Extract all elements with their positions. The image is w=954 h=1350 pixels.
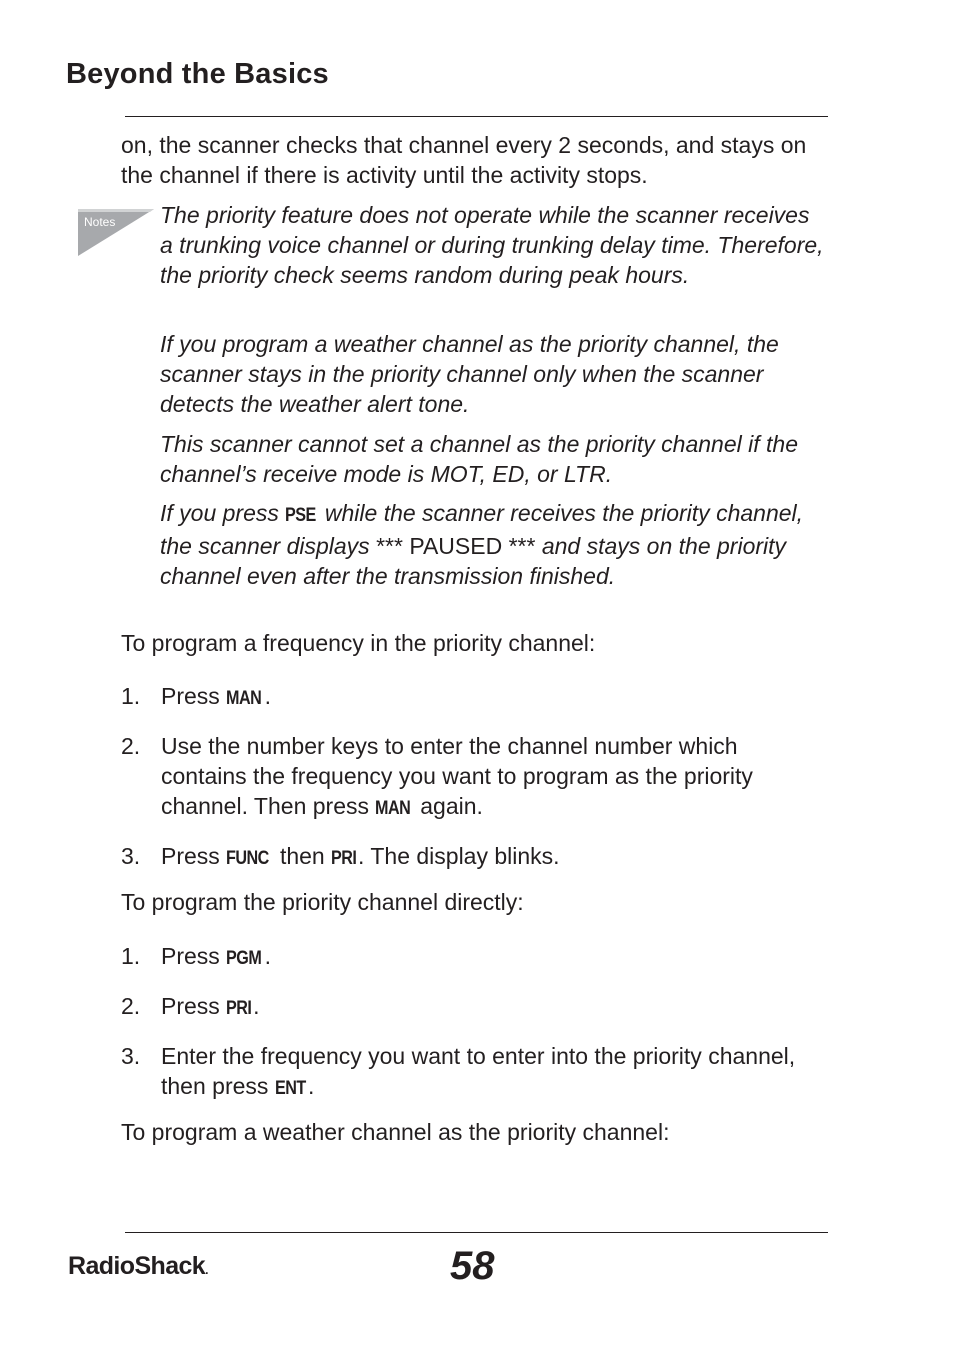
note-pause-text-c: and stays on the priority channel even after the transmission finished. [160,533,787,589]
section2-lead: To program the priority channel directly: [121,889,524,915]
brand-name: RadioShack [68,1252,206,1280]
section2-step-1 [121,941,821,974]
section3-lead: To program a weather channel as the priority channel: [121,1119,670,1145]
man-key: MAN [226,688,262,709]
section1-step-1 [121,681,821,714]
func-key: FUNC [226,848,270,869]
step-text-mid: then [273,843,332,869]
footer-rule [125,1232,828,1233]
paused-display-text: *** PAUSED *** [376,533,536,559]
step-text-end: . [253,993,260,1019]
note-weather [160,329,825,419]
note-trunking [160,200,825,290]
note-pause-text-a: If you press [160,500,286,526]
note-pause [160,498,825,591]
step-text: Use the number keys to enter the channel number which contains the frequency you want to program as the priority channel. Then press [161,733,753,819]
step-text-end: . [308,1073,315,1099]
pse-key: PSE [285,505,317,526]
step-text: Enter the frequency you want to enter into the priority channel, then press [161,1043,796,1099]
notes-icon [76,209,156,257]
step-text: Press [161,943,227,969]
header-rule [125,116,828,117]
step-text-end: again. [413,793,483,819]
section2-step-2 [121,991,821,1024]
notes-icon-label: Notes [84,215,116,229]
intro-paragraph [121,130,831,190]
step-number: 3. [121,1043,141,1069]
step-number: 3. [121,843,141,869]
page-header-title: Beyond the Basics [66,58,329,90]
pri-key: PRI [226,998,252,1019]
step-text: Press [161,993,227,1019]
step-text: Press [161,843,227,869]
step-text-end: . The display blinks. [357,843,560,869]
step-text: Press [161,683,227,709]
pri-key: PRI [331,848,357,869]
note-pause-text-b: while the scanner receives the priority channel, the scanner displays [160,500,804,559]
section2-step-3 [121,1041,821,1104]
note-trunking-text: The priority feature does not operate while the scanner receives a trunking voice channel or during trunking delay time. Therefore, the priority check seems random during peak hours. [160,202,824,288]
man-key: MAN [375,798,411,819]
brand-mark: . [205,1263,208,1277]
step-number: 1. [121,943,141,969]
step-number: 2. [121,993,141,1019]
note-receive-mode [160,429,825,489]
note-receive-mode-text: This scanner cannot set a channel as the priority channel if the channel’s receive mode is MOT, ED, or LTR. [160,431,798,487]
note-weather-text: If you program a weather channel as the priority channel, the scanner stays in the priority channel only when the scanner detects the weather alert tone. [160,331,779,417]
step-number: 2. [121,733,141,759]
pgm-key: PGM [226,948,262,969]
intro-text: on, the scanner checks that channel every 2 seconds, and stays on the channel if there is activity until the activity stops. [121,132,807,188]
section1-step-2 [121,731,821,824]
step-text-end: . [264,943,272,969]
page-number: 58 [450,1244,495,1288]
section1-step-3 [121,841,821,874]
section1-lead: To program a frequency in the priority channel: [121,630,596,656]
ent-key: ENT [274,1078,306,1099]
step-text-end: . [264,683,272,709]
radioshack-logo [68,1252,208,1281]
step-number: 1. [121,683,141,709]
